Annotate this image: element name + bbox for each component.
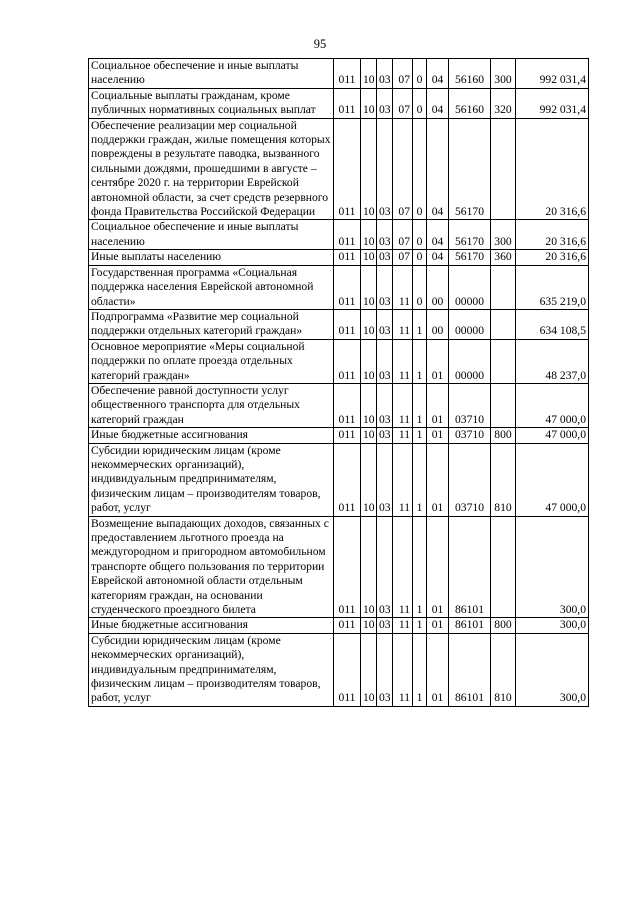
ministry-code: 011 [334, 633, 361, 706]
target-item-direction: 56170 [449, 220, 491, 250]
ministry-code: 011 [334, 309, 361, 339]
page-number: 95 [313, 37, 327, 51]
row-name: Обеспечение реализации мер социальной поддержки граждан, жилые помещения которых повреждены в результате паводка, вызванного сильными дождями, прошедшими в августе – сентябре 2020 г. на территории Еврейской автономной области, за счет средств резервного фонда Правительства Российской Федерации [89, 118, 334, 220]
ministry-code: 011 [334, 339, 361, 383]
target-item-program: 11 [393, 339, 413, 383]
amount: 20 316,6 [516, 220, 589, 250]
target-item-direction: 00000 [449, 309, 491, 339]
target-item-subprogram: 1 [413, 618, 427, 633]
target-item-subprogram: 1 [413, 309, 427, 339]
target-item-direction: 56160 [449, 88, 491, 118]
section-code: 10 [361, 516, 377, 618]
amount: 47 000,0 [516, 443, 589, 516]
ministry-code: 011 [334, 59, 361, 89]
ministry-code: 011 [334, 118, 361, 220]
row-name: Основное мероприятие «Меры социальной поддержки по оплате проезда отдельных категорий граждан» [89, 339, 334, 383]
expense-type-code: 300 [491, 59, 516, 89]
row-name: Социальные выплаты гражданам, кроме публичных нормативных социальных выплат [89, 88, 334, 118]
target-item-event: 01 [427, 618, 449, 633]
ministry-code: 011 [334, 618, 361, 633]
section-code: 10 [361, 633, 377, 706]
section-code: 10 [361, 309, 377, 339]
expense-type-code [491, 339, 516, 383]
target-item-direction: 03710 [449, 428, 491, 443]
target-item-direction: 00000 [449, 339, 491, 383]
ministry-code: 011 [334, 265, 361, 309]
target-item-event: 01 [427, 383, 449, 427]
subsection-code: 03 [377, 339, 393, 383]
section-code: 10 [361, 250, 377, 265]
target-item-subprogram: 1 [413, 428, 427, 443]
target-item-subprogram: 0 [413, 118, 427, 220]
target-item-program: 07 [393, 220, 413, 250]
target-item-direction: 03710 [449, 443, 491, 516]
section-code: 10 [361, 618, 377, 633]
ministry-code: 011 [334, 443, 361, 516]
target-item-event: 04 [427, 250, 449, 265]
table-row [89, 339, 589, 383]
target-item-subprogram: 0 [413, 59, 427, 89]
row-name: Субсидии юридическим лицам (кроме некоммерческих организаций), индивидуальным предпринимателям, физическим лицам – производителям товаров, работ, услуг [89, 633, 334, 706]
target-item-direction: 86101 [449, 618, 491, 633]
target-item-subprogram: 1 [413, 443, 427, 516]
ministry-code: 011 [334, 220, 361, 250]
amount: 992 031,4 [516, 88, 589, 118]
row-name: Иные бюджетные ассигнования [89, 428, 334, 443]
expense-type-code [491, 118, 516, 220]
amount: 20 316,6 [516, 118, 589, 220]
amount: 47 000,0 [516, 428, 589, 443]
target-item-subprogram: 1 [413, 339, 427, 383]
table-row [89, 309, 589, 339]
expense-type-code: 300 [491, 220, 516, 250]
subsection-code: 03 [377, 383, 393, 427]
expense-type-code: 810 [491, 443, 516, 516]
target-item-program: 11 [393, 265, 413, 309]
target-item-direction: 03710 [449, 383, 491, 427]
ministry-code: 011 [334, 428, 361, 443]
target-item-subprogram: 1 [413, 633, 427, 706]
target-item-direction: 56160 [449, 59, 491, 89]
subsection-code: 03 [377, 618, 393, 633]
target-item-direction: 86101 [449, 516, 491, 618]
row-name: Подпрограмма «Развитие мер социальной поддержки отдельных категорий граждан» [89, 309, 334, 339]
expense-type-code [491, 309, 516, 339]
table-row [89, 88, 589, 118]
target-item-event: 04 [427, 220, 449, 250]
target-item-event: 01 [427, 443, 449, 516]
section-code: 10 [361, 428, 377, 443]
amount: 47 000,0 [516, 383, 589, 427]
subsection-code: 03 [377, 220, 393, 250]
amount: 300,0 [516, 633, 589, 706]
budget-table [88, 58, 589, 707]
target-item-event: 01 [427, 516, 449, 618]
row-name: Социальное обеспечение и иные выплаты населению [89, 220, 334, 250]
target-item-direction: 86101 [449, 633, 491, 706]
row-name: Иные выплаты населению [89, 250, 334, 265]
subsection-code: 03 [377, 118, 393, 220]
row-name: Возмещение выпадающих доходов, связанных с предоставлением льготного проезда на междугородном и пригородном автомобильном транспорте общего пользования по территории Еврейской автономной области отдельным категориям граждан, на основании студенческого проездного билета [89, 516, 334, 618]
section-code: 10 [361, 220, 377, 250]
target-item-program: 11 [393, 443, 413, 516]
amount: 992 031,4 [516, 59, 589, 89]
target-item-event: 00 [427, 309, 449, 339]
target-item-program: 07 [393, 118, 413, 220]
target-item-event: 04 [427, 118, 449, 220]
table-row [89, 220, 589, 250]
table-row [89, 428, 589, 443]
amount: 20 316,6 [516, 250, 589, 265]
table-row [89, 118, 589, 220]
subsection-code: 03 [377, 443, 393, 516]
table-row [89, 383, 589, 427]
subsection-code: 03 [377, 250, 393, 265]
subsection-code: 03 [377, 309, 393, 339]
expense-type-code [491, 516, 516, 618]
section-code: 10 [361, 383, 377, 427]
target-item-program: 11 [393, 383, 413, 427]
target-item-event: 00 [427, 265, 449, 309]
target-item-program: 11 [393, 428, 413, 443]
target-item-subprogram: 0 [413, 88, 427, 118]
section-code: 10 [361, 118, 377, 220]
target-item-program: 07 [393, 250, 413, 265]
subsection-code: 03 [377, 428, 393, 443]
table-row [89, 250, 589, 265]
expense-type-code: 810 [491, 633, 516, 706]
target-item-event: 01 [427, 633, 449, 706]
row-name: Социальное обеспечение и иные выплаты населению [89, 59, 334, 89]
target-item-program: 07 [393, 88, 413, 118]
table-row [89, 265, 589, 309]
target-item-event: 01 [427, 339, 449, 383]
target-item-direction: 56170 [449, 118, 491, 220]
expense-type-code: 360 [491, 250, 516, 265]
row-name: Иные бюджетные ассигнования [89, 618, 334, 633]
amount: 300,0 [516, 618, 589, 633]
ministry-code: 011 [334, 516, 361, 618]
target-item-event: 04 [427, 59, 449, 89]
subsection-code: 03 [377, 59, 393, 89]
target-item-program: 11 [393, 309, 413, 339]
section-code: 10 [361, 265, 377, 309]
target-item-program: 07 [393, 59, 413, 89]
target-item-event: 04 [427, 88, 449, 118]
table-row [89, 443, 589, 516]
table-row [89, 633, 589, 706]
expense-type-code: 800 [491, 428, 516, 443]
target-item-direction: 56170 [449, 250, 491, 265]
expense-type-code [491, 265, 516, 309]
subsection-code: 03 [377, 633, 393, 706]
ministry-code: 011 [334, 88, 361, 118]
expense-type-code: 800 [491, 618, 516, 633]
target-item-subprogram: 0 [413, 250, 427, 265]
table-row [89, 59, 589, 89]
row-name: Обеспечение равной доступности услуг общественного транспорта для отдельных категорий граждан [89, 383, 334, 427]
subsection-code: 03 [377, 265, 393, 309]
target-item-program: 11 [393, 633, 413, 706]
amount: 635 219,0 [516, 265, 589, 309]
target-item-subprogram: 1 [413, 516, 427, 618]
target-item-program: 11 [393, 618, 413, 633]
target-item-program: 11 [393, 516, 413, 618]
expense-type-code: 320 [491, 88, 516, 118]
section-code: 10 [361, 339, 377, 383]
target-item-subprogram: 0 [413, 220, 427, 250]
amount: 300,0 [516, 516, 589, 618]
table-row [89, 516, 589, 618]
budget-table-body [89, 59, 589, 707]
section-code: 10 [361, 443, 377, 516]
row-name: Государственная программа «Социальная поддержка населения Еврейской автономной области» [89, 265, 334, 309]
amount: 634 108,5 [516, 309, 589, 339]
target-item-event: 01 [427, 428, 449, 443]
section-code: 10 [361, 59, 377, 89]
subsection-code: 03 [377, 88, 393, 118]
target-item-direction: 00000 [449, 265, 491, 309]
row-name: Субсидии юридическим лицам (кроме некоммерческих организаций), индивидуальным предпринимателям, физическим лицам – производителям товаров, работ, услуг [89, 443, 334, 516]
subsection-code: 03 [377, 516, 393, 618]
expense-type-code [491, 383, 516, 427]
amount: 48 237,0 [516, 339, 589, 383]
ministry-code: 011 [334, 383, 361, 427]
table-row [89, 618, 589, 633]
ministry-code: 011 [334, 250, 361, 265]
section-code: 10 [361, 88, 377, 118]
target-item-subprogram: 0 [413, 265, 427, 309]
target-item-subprogram: 1 [413, 383, 427, 427]
